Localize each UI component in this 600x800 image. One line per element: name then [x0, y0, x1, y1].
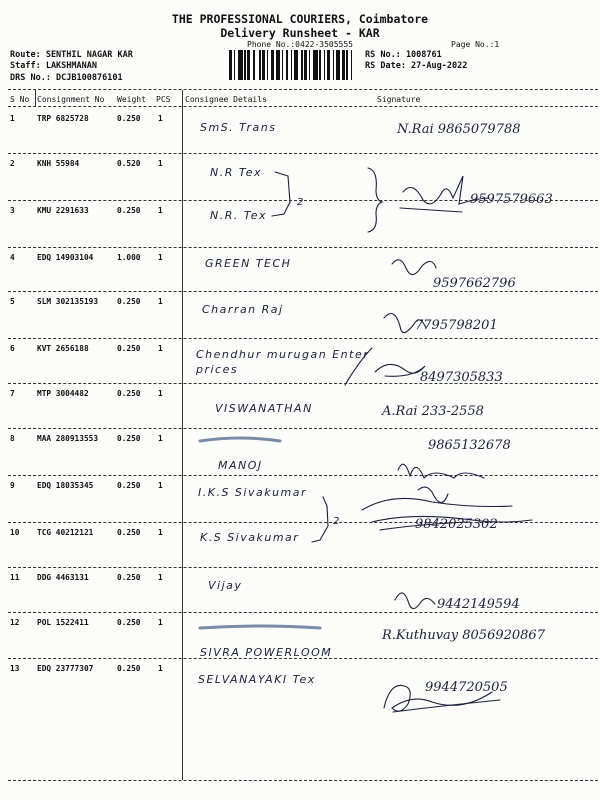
row-signature: 8497305833 — [420, 370, 503, 385]
row-serial-number: 3 — [10, 206, 15, 215]
row-signature: N.Rai 9865079788 — [397, 122, 521, 137]
row-weight: 0.520 — [117, 159, 141, 168]
row-consignment-number: MAA 280913553 — [37, 434, 99, 443]
column-header-signature: Signature — [377, 95, 421, 104]
row-pieces: 1 — [158, 253, 163, 262]
signature-scribble — [398, 464, 484, 478]
column-header-weight: Weight — [117, 95, 146, 104]
row-pieces: 1 — [158, 389, 163, 398]
row-serial-number: 11 — [10, 573, 20, 582]
row-consignment-number: TRP 6825728 — [37, 114, 89, 123]
row-pieces: 1 — [158, 528, 163, 537]
redaction-stroke — [200, 438, 280, 441]
group-mark: 2 — [297, 197, 305, 208]
row-consignee-name: K.S Sivakumar — [200, 531, 300, 544]
row-signature: 9865132678 — [428, 438, 511, 453]
row-serial-number: 9 — [10, 481, 15, 490]
document-title: THE PROFESSIONAL COURIERS, Coimbatore — [171, 12, 429, 26]
drs-number: DRS No.: DCJB100876101 — [10, 73, 123, 83]
row-weight: 0.250 — [117, 114, 141, 123]
row-serial-number: 5 — [10, 297, 15, 306]
row-weight: 0.250 — [117, 297, 141, 306]
column-header-pcs: PCS — [156, 95, 171, 104]
row-consignee-name: I.K.S Sivakumar — [198, 486, 308, 499]
signature-scribble — [375, 364, 425, 376]
row-weight: 0.250 — [117, 481, 141, 490]
row-consignment-number: KVT 2656188 — [37, 344, 89, 353]
row-consignment-number: EDQ 18035345 — [37, 481, 94, 490]
row-weight: 0.250 — [117, 573, 141, 582]
row-consignee-name: Charran Raj — [202, 303, 284, 316]
row-weight: 0.250 — [117, 206, 141, 215]
row-signature: 9597662796 — [433, 276, 516, 291]
signature-scribble — [392, 260, 436, 275]
row-pieces: 1 — [158, 618, 163, 627]
row-signature: A.Rai 233-2558 — [382, 404, 484, 419]
column-header-consignee: Consignee Details — [185, 95, 267, 104]
row-weight: 1.000 — [117, 253, 141, 262]
bracket-stroke — [272, 172, 290, 216]
page-number: Page No.:1 — [451, 40, 500, 49]
row-pieces: 1 — [158, 664, 163, 673]
row-consignment-number: DDG 4463131 — [37, 573, 89, 582]
row-consignment-number: POL 1522411 — [37, 618, 89, 627]
row-signature: 9842025302 — [415, 517, 498, 532]
row-consignee-name: N.R Tex — [210, 166, 263, 179]
document-subtitle: Delivery Runsheet - KAR — [220, 26, 380, 40]
row-consignment-number: KNH 55984 — [37, 159, 80, 168]
row-pieces: 1 — [158, 481, 163, 490]
row-serial-number: 7 — [10, 389, 15, 398]
phone-number: Phone No.:0422-3505555 — [247, 40, 353, 49]
brace-stroke — [368, 168, 382, 232]
row-consignee-name: GREEN TECH — [205, 257, 292, 270]
column-header-consignment: Consignment No — [37, 95, 105, 104]
row-consignment-number: EDQ 14903104 — [37, 253, 94, 262]
bracket-stroke — [312, 497, 328, 542]
redaction-stroke — [200, 626, 320, 628]
signature-scribble — [384, 685, 492, 711]
row-pieces: 1 — [158, 573, 163, 582]
row-consignee-name: VISWANATHAN — [215, 402, 313, 415]
row-consignment-number: KMU 2291633 — [37, 206, 89, 215]
arrow-stroke — [345, 348, 372, 385]
row-weight: 0.250 — [117, 434, 141, 443]
column-header-sno: S No — [10, 95, 30, 104]
row-pieces: 1 — [158, 344, 163, 353]
row-serial-number: 13 — [10, 664, 20, 673]
row-weight: 0.250 — [117, 618, 141, 627]
route-label: Route: SENTHIL NAGAR KAR — [10, 50, 133, 60]
row-consignee-name: N.R. Tex — [210, 209, 267, 222]
row-consignment-number: SLM 302135193 — [37, 297, 99, 306]
signature-underline — [400, 208, 462, 212]
row-pieces: 1 — [158, 159, 163, 168]
row-serial-number: 4 — [10, 253, 15, 262]
staff-label: Staff: LAKSHMANAN — [10, 61, 97, 71]
row-consignee-name: SELVANAYAKI Tex — [198, 673, 316, 686]
row-weight: 0.250 — [117, 528, 141, 537]
rs-date: RS Date: 27-Aug-2022 — [365, 61, 468, 71]
row-consignee-name: SIVRA POWERLOOM — [200, 646, 333, 659]
row-consignee-name: Chendhur murugan Enter prices — [196, 348, 370, 376]
rs-number: RS No.: 1008761 — [365, 50, 442, 60]
group-mark: 2 — [333, 516, 341, 527]
row-serial-number: 12 — [10, 618, 20, 627]
row-weight: 0.250 — [117, 389, 141, 398]
row-weight: 0.250 — [117, 664, 141, 673]
row-pieces: 1 — [158, 297, 163, 306]
row-consignment-number: MTP 3004482 — [37, 389, 89, 398]
row-signature: 7795798201 — [415, 318, 498, 333]
row-serial-number: 1 — [10, 114, 15, 123]
row-pieces: 1 — [158, 434, 163, 443]
row-consignee-name: Vijay — [208, 579, 243, 592]
row-pieces: 1 — [158, 114, 163, 123]
row-weight: 0.250 — [117, 344, 141, 353]
row-serial-number: 10 — [10, 528, 20, 537]
row-signature: 9442149594 — [437, 597, 520, 612]
row-serial-number: 2 — [10, 159, 15, 168]
row-consignee-name: SmS. Trans — [200, 121, 277, 134]
row-signature: 9597579663 — [470, 192, 553, 207]
row-serial-number: 6 — [10, 344, 15, 353]
row-pieces: 1 — [158, 206, 163, 215]
signature-scribble — [395, 593, 435, 609]
row-signature: R.Kuthuvay 8056920867 — [382, 628, 545, 643]
signature-scribble — [362, 498, 532, 530]
signature-scribble — [384, 314, 426, 333]
row-consignment-number: EDQ 23777307 — [37, 664, 94, 673]
row-serial-number: 8 — [10, 434, 15, 443]
signature-scribble — [403, 176, 489, 204]
row-signature: 9944720505 — [425, 680, 508, 695]
row-consignment-number: TCG 40212121 — [37, 528, 94, 537]
row-consignee-name: MANOJ — [218, 459, 263, 472]
